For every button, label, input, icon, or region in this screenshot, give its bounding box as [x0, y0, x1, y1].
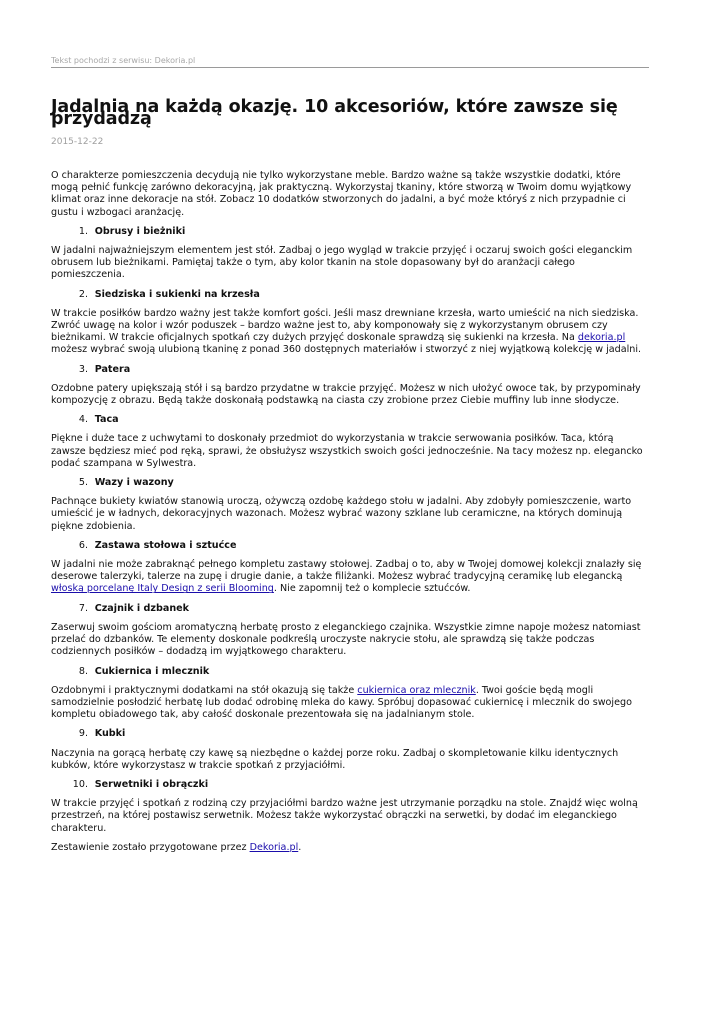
section-heading — [51, 728, 649, 740]
section-paragraph — [51, 685, 649, 722]
section-title: Kubki — [94, 728, 126, 740]
section-number: 8. — [78, 665, 88, 677]
section-heading — [51, 364, 649, 376]
section-heading — [51, 226, 649, 238]
paragraph-text: . Nie zapomnij też o komplecie sztućców. — [273, 583, 471, 595]
section-number: 1. — [78, 225, 88, 237]
section-number: 2. — [78, 288, 88, 300]
section-title: Taca — [94, 414, 119, 426]
section-number: 7. — [78, 602, 88, 614]
section-paragraph: Piękne i duże tace z uchwytami to doskonały przedmiot do wykorzystania w trakcie serwowania posiłków. Taca, którą zawsze będziesz mieć pod ręką, sprawi, że obsłużysz wszystkich swoich gości jednocześnie. Na tacy możesz np. elegancko podać szampana w Sylwestra. — [51, 433, 643, 469]
section-number: 6. — [78, 539, 88, 551]
section-number: 9. — [78, 728, 88, 740]
section-number: 4. — [78, 414, 88, 426]
section-title: Czajnik i dzbanek — [94, 602, 190, 614]
paragraph-text: . — [298, 841, 302, 853]
article-body — [51, 170, 649, 861]
source-note: Tekst pochodzi z serwisu: Dekoria.pl — [51, 56, 196, 65]
page-title: Jadalnia na każdą okazję. 10 akcesoriów, które zawsze się przydadzą — [51, 97, 618, 129]
footer-paragraph — [51, 842, 649, 854]
section-number: 5. — [78, 477, 88, 489]
section-paragraph — [51, 308, 649, 357]
paragraph-text: możesz wybrać swoją ulubioną tkaninę z ponad 360 dostępnych materiałów i stworzyć z niej wyjątkową kolekcję w jadalni. — [51, 344, 642, 356]
paragraph-text: W jadalni nie może zabraknąć pełnego kompletu zastawy stołowej. Zadbaj o to, aby w Twojej domowej kolekcji znalazły się deserowe talerzyki, talerze na zupę i drugie danie, a także filiżanki. Możesz wybrać tradycyjną ceramikę lub elegancką — [51, 559, 642, 583]
section-heading — [51, 540, 649, 552]
section-paragraph: W trakcie przyjęć i spotkań z rodziną czy przyjaciółmi bardzo ważne jest utrzymanie porządku na stole. Znajdź więc wolną przestrzeń, na której postawisz serwetnik. Możesz także wykorzystać obrączki na serwetki, by dodać im eleganckiego charakteru. — [51, 798, 638, 834]
section-title: Patera — [94, 363, 131, 375]
dekoria-link[interactable]: dekoria.pl — [577, 332, 626, 344]
section-heading — [51, 414, 649, 426]
section-paragraph: Ozdobne patery upiększają stół i są bardzo przydatne w trakcie przyjęć. Możesz w nich ułożyć owoce tak, by przypominały kompozycję z obrazu. Będą także doskonałą podstawką na ciasta czy zrobione przez Ciebie muffiny lub inne słodycze. — [51, 382, 641, 407]
section-heading — [51, 289, 649, 301]
sugar-bowl-link[interactable]: cukiernica oraz mlecznik — [357, 684, 476, 696]
porcelain-link[interactable]: włoską porcelanę Italy Design z serii Blooming — [51, 583, 274, 595]
section-title: Serwetniki i obrączki — [94, 778, 209, 790]
paragraph-text: Ozdobnymi i praktycznymi dodatkami na stół okazują się także — [51, 684, 358, 696]
section-heading — [51, 779, 649, 791]
section-heading — [51, 666, 649, 678]
section-paragraph: Pachnące bukiety kwiatów stanowią uroczą, ożywczą ozdobę każdego stołu w jadalni. Aby zdobyły pomieszczenie, warto umieścić je w ładnych, dekoracyjnych wazonach. Możesz wybrać wazony szklane lub ceramiczne, na których dominują piękne zdobienia. — [51, 496, 632, 532]
section-title: Wazy i wazony — [94, 477, 174, 489]
section-title: Cukiernica i mlecznik — [94, 665, 210, 677]
header-divider — [51, 67, 649, 68]
section-title: Zastawa stołowa i sztućce — [94, 539, 237, 551]
paragraph-text: Zestawienie zostało przygotowane przez — [51, 841, 250, 853]
section-paragraph: Naczynia na gorącą herbatę czy kawę są niezbędne o każdej porze roku. Zadbaj o skompletowanie kilku identycznych kubków, które wykorzystasz w trakcie spotkań z przyjaciółmi. — [51, 747, 619, 771]
section-heading — [51, 603, 649, 615]
section-number: 3. — [78, 363, 88, 375]
section-paragraph — [51, 559, 649, 596]
section-title: Siedziska i sukienki na krzesła — [94, 288, 260, 300]
paragraph-text: . Twoi goście będą mogli samodzielnie posłodzić herbatę lub dodać odrobinę mleka do kawy. Spróbuj dopasować cukiernicę i mlecznik do swojego kompletu obiadowego tak, aby całość doskonale prezentowała się na jadalnianym stole. — [51, 684, 632, 721]
paragraph-text: W trakcie posiłków bardzo ważny jest także komfort gości. Jeśli masz drewniane krzesła, warto umieścić na nich siedziska. Zwróć uwagę na kolor i wzór poduszek – bardzo ważne jest to, aby komponowały się z wykorzystanym obrusem czy bieżnikami. W trakcie oficjalnych spotkań czy dużych przyjęć doskonale sprawdzą się sukienki na krzesła. Na — [51, 307, 639, 344]
section-paragraph: W jadalni najważniejszym elementem jest stół. Zadbaj o jego wygląd w trakcie przyjęć i oczaruj swoich gości eleganckim obrusem lub bieżnikami. Pamiętaj także o tym, aby kolor tkanin na stole dopasowany był do aranżacji całego pomieszczenia. — [51, 245, 633, 281]
section-title: Obrusy i bieżniki — [94, 225, 186, 237]
dekoria-footer-link[interactable]: Dekoria.pl — [249, 841, 299, 853]
section-number: 10. — [72, 778, 88, 790]
section-paragraph: Zaserwuj swoim gościom aromatyczną herbatę prosto z eleganckiego czajnika. Wszystkie zimne napoje możesz natomiast przelać do dzbanków. Te elementy doskonale podkreślą uroczyste nakrycie stołu, ale sprawdzą się także podczas codziennych posiłków – dodadzą im wyjątkowego charakteru. — [51, 621, 641, 658]
section-heading — [51, 477, 649, 489]
intro-paragraph: O charakterze pomieszczenia decydują nie tylko wykorzystane meble. Bardzo ważne są także wszystkie dodatki, które mogą pełnić funkcję zarówno dekoracyjną, jak praktyczną. Wykorzystaj tkaniny, które stworzą w Twoim domu wyjątkowy klimat oraz inne dekoracje na stół. Zobacz 10 dodatków stworzonych do jadalni, a być może któryś z nich przypadnie ci gustu i wzbogaci aranżację. — [51, 170, 632, 218]
publish-date: 2015-12-22 — [51, 137, 104, 147]
